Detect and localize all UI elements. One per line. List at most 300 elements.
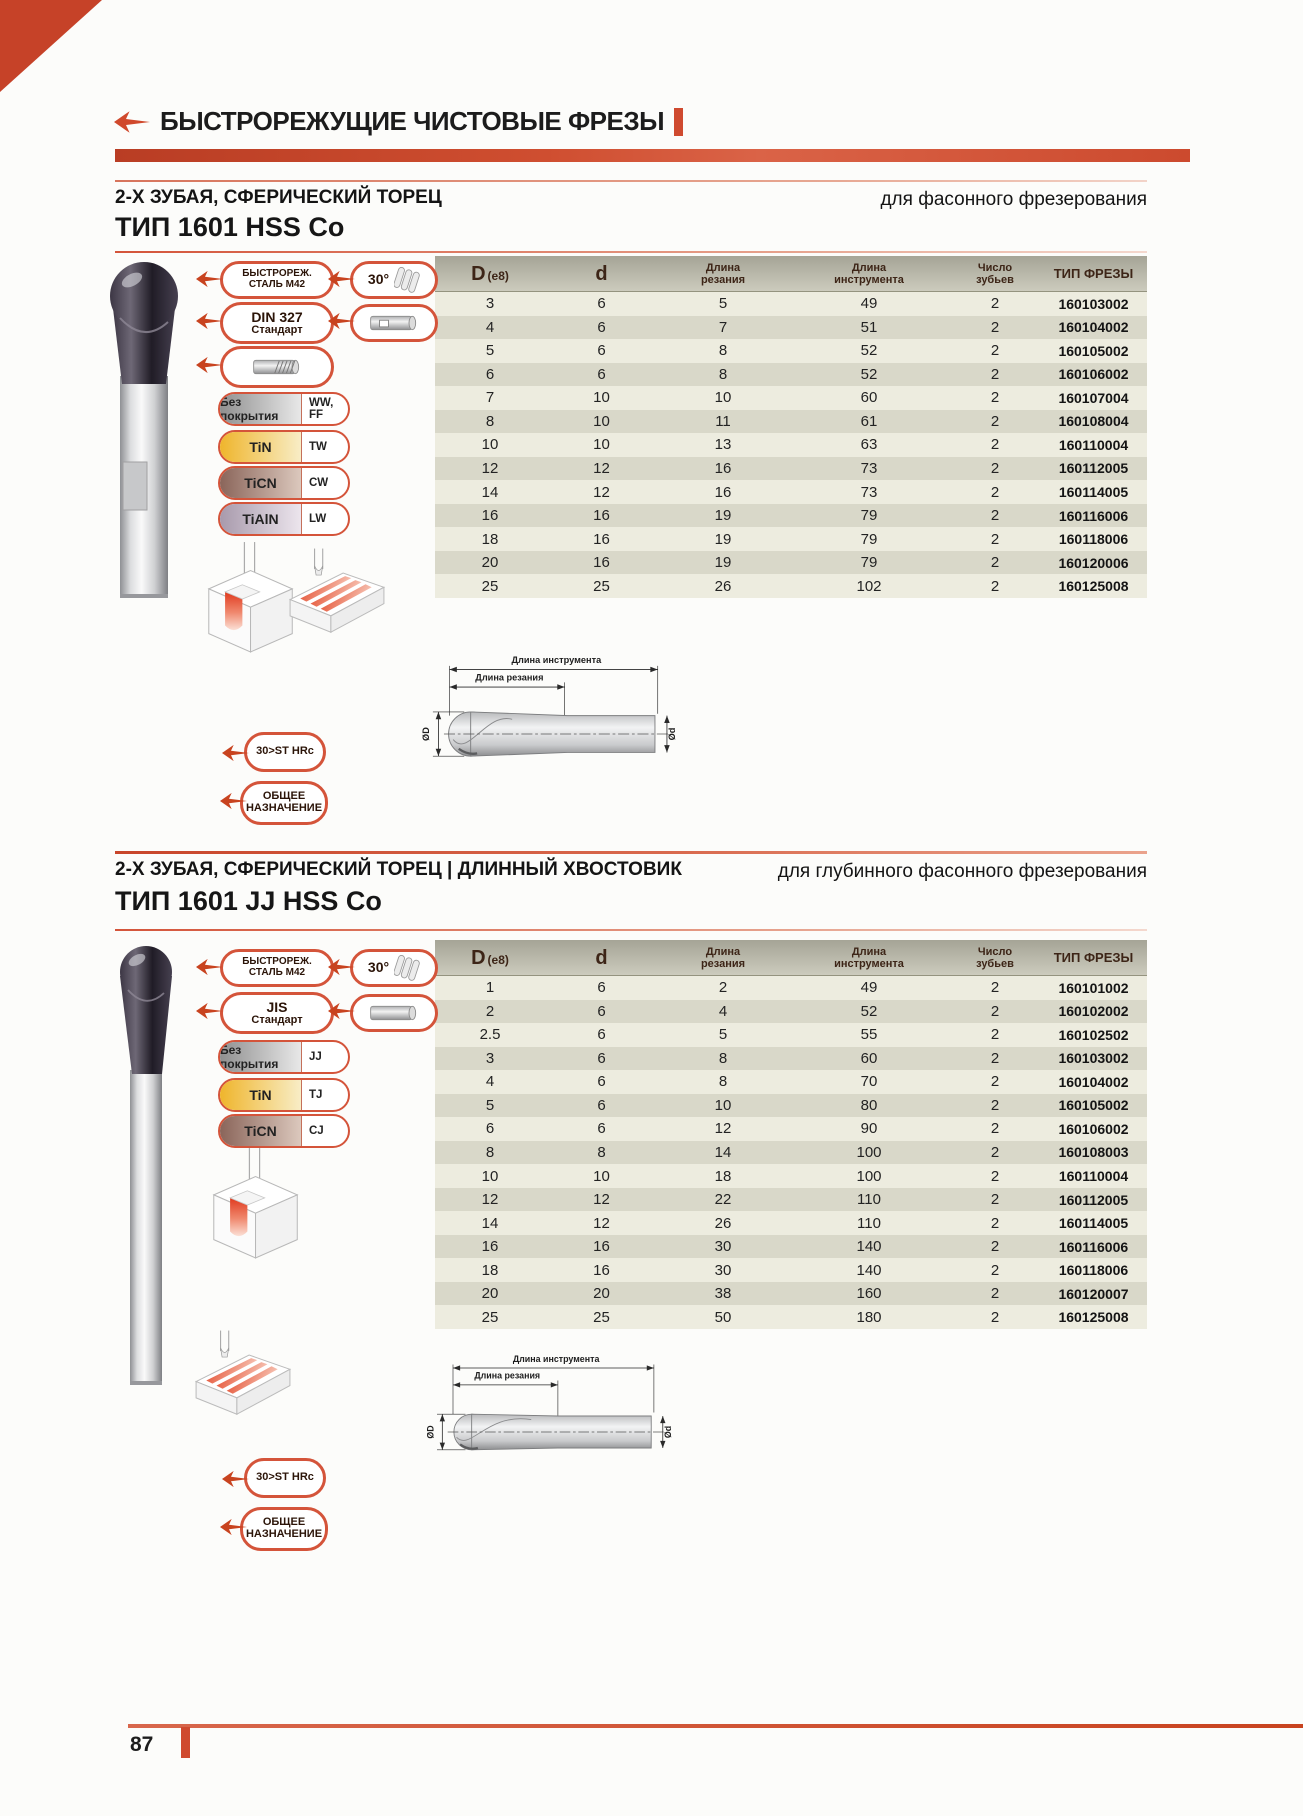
section2-type-title: ТИП 1601 JJ HSS Co bbox=[115, 886, 382, 916]
spec-cell: 19 bbox=[714, 554, 732, 572]
col-header-type: ТИП ФРЕЗЫ bbox=[1053, 949, 1134, 965]
spec-cell: 16 bbox=[481, 507, 499, 525]
svg-text:Длина инструмента: Длина инструмента bbox=[511, 655, 602, 666]
spec-cell: 20 bbox=[593, 1285, 610, 1303]
brand-arrow-icon bbox=[222, 744, 249, 762]
spec-cell: 180 bbox=[856, 1308, 882, 1326]
col-header-tool-label: Длина инструмента bbox=[834, 945, 904, 970]
table-row bbox=[435, 292, 1147, 316]
spec-cell: 2 bbox=[990, 507, 1000, 525]
coating-code: TW bbox=[309, 441, 327, 453]
col-header-teeth-label: Число зубьев bbox=[976, 945, 1014, 970]
section1-application: для фасонного фрезерования bbox=[880, 189, 1147, 210]
spec-cell: 12 bbox=[481, 459, 499, 477]
purpose-line1: ОБЩЕЕ bbox=[262, 1516, 306, 1529]
spec-cell: 4 bbox=[718, 1002, 728, 1020]
tool-type-code: 160125008 bbox=[1058, 1309, 1129, 1326]
col-header-cut-label: Длина резания bbox=[700, 261, 746, 286]
spec-cell: 16 bbox=[593, 530, 610, 548]
spec-cell: 60 bbox=[860, 389, 878, 407]
spec-cell: 6 bbox=[597, 1002, 606, 1020]
spec-cell: 26 bbox=[714, 577, 732, 595]
header-tick bbox=[674, 108, 683, 136]
spec-cell: 4 bbox=[485, 1073, 495, 1091]
spec-cell: 18 bbox=[714, 1167, 732, 1185]
spec-cell: 8 bbox=[718, 342, 728, 360]
spec-cell: 14 bbox=[714, 1143, 732, 1161]
spec-cell: 80 bbox=[860, 1096, 878, 1114]
spec-cell: 14 bbox=[481, 1214, 499, 1232]
spec-cell: 10 bbox=[714, 389, 732, 407]
spec-cell: 4 bbox=[485, 318, 495, 336]
spec-cell: 10 bbox=[481, 1167, 499, 1185]
svg-text:Ød: Ød bbox=[662, 1425, 673, 1439]
tool-type-code: 160106002 bbox=[1058, 366, 1129, 383]
spec-cell: 25 bbox=[593, 577, 610, 595]
table-row bbox=[435, 1000, 1147, 1024]
spec-cell: 2 bbox=[990, 1308, 1000, 1326]
threaded-shank-badge bbox=[220, 346, 334, 388]
spec-cell: 79 bbox=[860, 554, 878, 572]
spec-cell: 8 bbox=[485, 412, 495, 430]
section1-type-title: ТИП 1601 HSS Co bbox=[115, 212, 345, 242]
spec-cell: 79 bbox=[860, 507, 878, 525]
table-row bbox=[435, 316, 1147, 340]
col-header-shank-label: d bbox=[595, 946, 608, 969]
section2-application: для глубинного фасонного фрезерования bbox=[777, 861, 1147, 882]
table-row bbox=[435, 480, 1147, 504]
spec-cell: 16 bbox=[593, 1261, 610, 1279]
spec-cell: 10 bbox=[593, 1167, 610, 1185]
spec-cell: 12 bbox=[714, 1120, 732, 1138]
helix-angle-badge bbox=[350, 261, 438, 299]
spec-cell: 2 bbox=[990, 1096, 1000, 1114]
spec-cell: 2 bbox=[990, 1191, 1000, 1209]
spec-cell: 5 bbox=[485, 342, 495, 360]
spec-cell: 2 bbox=[718, 979, 728, 997]
col-header-tool-label: Длина инструмента bbox=[834, 261, 904, 286]
spec-cell: 12 bbox=[593, 1214, 610, 1232]
tool-type-code: 160101002 bbox=[1058, 979, 1129, 996]
spec-cell: 100 bbox=[856, 1143, 882, 1161]
tool-type-code: 160104002 bbox=[1058, 319, 1129, 336]
page-number: 87 bbox=[130, 1733, 154, 1756]
brand-arrow-icon bbox=[196, 356, 223, 374]
slot-milling-illustration bbox=[192, 1330, 294, 1428]
col-header-tool-length bbox=[788, 256, 950, 291]
spec-cell: 2 bbox=[990, 1167, 1000, 1185]
col-header-tool-length bbox=[788, 940, 950, 975]
spec-cell: 2 bbox=[990, 1073, 1000, 1091]
spec-cell: 2 bbox=[990, 295, 1000, 313]
table-row bbox=[435, 1235, 1147, 1259]
table-row bbox=[435, 1141, 1147, 1165]
brand-arrow-icon bbox=[196, 1002, 223, 1020]
coating-code: LW bbox=[309, 513, 327, 525]
brand-arrow-icon bbox=[196, 270, 223, 288]
spec-cell: 8 bbox=[718, 365, 728, 383]
flute-icon bbox=[394, 267, 420, 293]
spec-cell: 2 bbox=[990, 1026, 1000, 1044]
spec-cell: 25 bbox=[593, 1308, 610, 1326]
spec-cell: 10 bbox=[593, 412, 610, 430]
plain-shank-icon bbox=[365, 1003, 423, 1023]
table-row bbox=[435, 339, 1147, 363]
spec-cell: 110 bbox=[857, 1191, 881, 1209]
helix-angle-label: 30° bbox=[367, 271, 390, 288]
tool-type-code: 160118006 bbox=[1058, 1262, 1129, 1279]
spec-cell: 70 bbox=[860, 1073, 878, 1091]
brand-arrow-icon bbox=[220, 792, 247, 810]
dimension-drawing bbox=[420, 652, 678, 770]
spec-cell: 16 bbox=[481, 1238, 499, 1256]
spec-cell: 38 bbox=[714, 1285, 732, 1303]
tool-photo-ballnose bbox=[102, 256, 186, 604]
spec-table-1601-jj-hss-co bbox=[435, 940, 1147, 1329]
tool-type-code: 160116006 bbox=[1058, 507, 1129, 524]
spec-cell: 7 bbox=[485, 389, 495, 407]
coating-pill-tialn bbox=[218, 502, 350, 536]
spec-cell: 2 bbox=[990, 1143, 1000, 1161]
header-rule-thin bbox=[115, 180, 1147, 182]
spec-cell: 2 bbox=[990, 412, 1000, 430]
spec-cell: 2 bbox=[990, 530, 1000, 548]
col-header-cut-length bbox=[658, 256, 788, 291]
standard-line1: DIN 327 bbox=[251, 308, 303, 325]
tool-type-code: 160108004 bbox=[1058, 413, 1129, 430]
spec-cell: 2 bbox=[990, 365, 1000, 383]
spec-cell: 10 bbox=[714, 1096, 732, 1114]
tool-type-code: 160103002 bbox=[1058, 1050, 1129, 1067]
table-header-row bbox=[435, 940, 1147, 976]
footer-tick bbox=[181, 1727, 190, 1758]
tool-type-code: 160102502 bbox=[1058, 1026, 1129, 1043]
spec-cell: 11 bbox=[715, 412, 731, 430]
standard-badge-din327 bbox=[220, 302, 334, 344]
table-row bbox=[435, 1282, 1147, 1306]
svg-text:Длина резания: Длина резания bbox=[475, 672, 544, 683]
spec-cell: 160 bbox=[856, 1285, 882, 1303]
spec-cell: 6 bbox=[597, 365, 606, 383]
spec-cell: 2 bbox=[990, 459, 1000, 477]
tool-type-code: 160104002 bbox=[1058, 1073, 1129, 1090]
section1-subtitle: 2-Х ЗУБАЯ, СФЕРИЧЕСКИЙ ТОРЕЦ bbox=[115, 187, 442, 208]
table-row bbox=[435, 1211, 1147, 1235]
coating-code: JJ bbox=[309, 1051, 322, 1063]
standard-line1: JIS bbox=[266, 998, 288, 1015]
spec-cell: 1 bbox=[485, 979, 495, 997]
tool-type-code: 160114005 bbox=[1058, 484, 1129, 501]
spec-cell: 2 bbox=[990, 1285, 1000, 1303]
tool-type-code: 160114005 bbox=[1058, 1215, 1129, 1232]
spec-cell: 20 bbox=[481, 554, 499, 572]
spec-cell: 52 bbox=[860, 365, 878, 383]
spec-cell: 2 bbox=[990, 1002, 1000, 1020]
table-row bbox=[435, 976, 1147, 1000]
col-header-tolerance: (e8) bbox=[487, 268, 509, 283]
spec-cell: 3 bbox=[485, 295, 495, 313]
table-row bbox=[435, 1094, 1147, 1118]
spec-cell: 2 bbox=[990, 979, 1000, 997]
coating-pill-tin bbox=[218, 1078, 350, 1112]
tool-type-code: 160125008 bbox=[1058, 578, 1129, 595]
spec-cell: 6 bbox=[597, 1120, 606, 1138]
slot-milling-illustration bbox=[286, 548, 388, 646]
tool-type-code: 160112005 bbox=[1058, 1191, 1129, 1208]
tool-type-code: 160116006 bbox=[1058, 1238, 1129, 1255]
table-row bbox=[435, 386, 1147, 410]
spec-cell: 79 bbox=[860, 530, 878, 548]
coating-pill-ticn bbox=[218, 1114, 350, 1148]
steel-grade-line2: СТАЛЬ М42 bbox=[248, 279, 306, 290]
col-header-type: ТИП ФРЕЗЫ bbox=[1053, 265, 1134, 281]
coating-name: TiCN bbox=[220, 1116, 302, 1146]
spec-cell: 73 bbox=[860, 483, 878, 501]
spec-cell: 6 bbox=[597, 979, 606, 997]
steel-grade-line1: БЫСТРОРЕЖ. bbox=[242, 268, 312, 280]
spec-cell: 16 bbox=[714, 483, 732, 501]
dimension-drawing bbox=[420, 1352, 678, 1464]
spec-cell: 2 bbox=[990, 342, 1000, 360]
spec-cell: 6 bbox=[485, 1120, 495, 1138]
spec-cell: 102 bbox=[856, 577, 882, 595]
hardness-label: 30>ST HRc bbox=[256, 745, 314, 758]
tool-type-code: 160102002 bbox=[1058, 1003, 1129, 1020]
svg-text:Длина резания: Длина резания bbox=[474, 1370, 541, 1381]
spec-cell: 8 bbox=[718, 1073, 728, 1091]
spec-cell: 2 bbox=[990, 1120, 1000, 1138]
section2-subtitle: 2-Х ЗУБАЯ, СФЕРИЧЕСКИЙ ТОРЕЦ | ДЛИННЫЙ ХВОСТОВИК bbox=[115, 859, 682, 880]
spec-cell: 2 bbox=[990, 483, 1000, 501]
spec-cell: 8 bbox=[718, 1049, 728, 1067]
spec-cell: 49 bbox=[860, 295, 878, 313]
spec-cell: 8 bbox=[597, 1143, 606, 1161]
spec-cell: 63 bbox=[860, 436, 878, 454]
spec-cell: 30 bbox=[714, 1261, 732, 1279]
table-row bbox=[435, 1188, 1147, 1212]
brand-arrow-icon bbox=[328, 312, 355, 330]
spec-cell: 5 bbox=[718, 1026, 728, 1044]
col-header-teeth bbox=[950, 940, 1040, 975]
spec-cell: 26 bbox=[714, 1214, 732, 1232]
standard-badge-jis bbox=[220, 992, 334, 1034]
svg-text:ØD: ØD bbox=[421, 727, 432, 741]
tool-type-code: 160120007 bbox=[1058, 1285, 1129, 1302]
spec-cell: 6 bbox=[597, 1026, 606, 1044]
section-divider bbox=[115, 851, 1147, 854]
purpose-line1: ОБЩЕЕ bbox=[262, 790, 306, 803]
col-header-diameter bbox=[435, 256, 545, 291]
coating-code: WW, FF bbox=[309, 397, 334, 421]
table-body bbox=[435, 976, 1147, 1329]
footer-rule bbox=[128, 1724, 1303, 1728]
table-row bbox=[435, 363, 1147, 387]
tool-type-code: 160103002 bbox=[1058, 295, 1129, 312]
spec-cell: 6 bbox=[597, 318, 606, 336]
spec-cell: 6 bbox=[485, 365, 495, 383]
tool-photo-long-ballnose bbox=[108, 940, 184, 1392]
spec-cell: 2 bbox=[990, 577, 1000, 595]
spec-cell: 100 bbox=[856, 1167, 882, 1185]
spec-cell: 16 bbox=[593, 507, 610, 525]
col-header-cut-label: Длина резания bbox=[700, 945, 746, 970]
spec-cell: 90 bbox=[860, 1120, 878, 1138]
spec-cell: 12 bbox=[593, 483, 610, 501]
brand-arrow-icon bbox=[328, 958, 355, 976]
steel-grade-badge bbox=[220, 949, 334, 987]
purpose-badge bbox=[240, 781, 328, 825]
spec-cell: 20 bbox=[481, 1285, 499, 1303]
pocket-milling-illustration bbox=[205, 1146, 303, 1260]
spec-cell: 50 bbox=[714, 1308, 732, 1326]
section1-underline bbox=[115, 251, 1147, 253]
col-header-tolerance: (e8) bbox=[487, 952, 509, 967]
spec-cell: 2 bbox=[990, 1049, 1000, 1067]
hardness-badge bbox=[244, 732, 326, 772]
spec-cell: 52 bbox=[860, 342, 878, 360]
spec-cell: 6 bbox=[597, 1073, 606, 1091]
spec-cell: 73 bbox=[860, 459, 878, 477]
helix-angle-badge bbox=[350, 949, 438, 987]
spec-cell: 2 bbox=[990, 1261, 1000, 1279]
spec-cell: 61 bbox=[860, 412, 878, 430]
spec-cell: 12 bbox=[481, 1191, 499, 1209]
table-row bbox=[435, 433, 1147, 457]
svg-text:Длина инструмента: Длина инструмента bbox=[512, 1353, 600, 1364]
svg-text:Ød: Ød bbox=[667, 727, 678, 741]
spec-cell: 25 bbox=[481, 577, 499, 595]
spec-cell: 12 bbox=[593, 1191, 610, 1209]
weldon-shank-icon bbox=[365, 313, 423, 333]
table-row bbox=[435, 551, 1147, 575]
col-header-diameter bbox=[435, 940, 545, 975]
col-header-shank-label: d bbox=[595, 262, 608, 285]
table-row bbox=[435, 1023, 1147, 1047]
brand-arrow-icon bbox=[328, 1002, 355, 1020]
spec-table-1601-hss-co bbox=[435, 256, 1147, 598]
spec-cell: 2.5 bbox=[479, 1026, 501, 1044]
coating-name: TiAlN bbox=[220, 504, 302, 534]
table-row bbox=[435, 504, 1147, 528]
coating-pill-uncoated bbox=[218, 392, 350, 426]
col-header-teeth-label: Число зубьев bbox=[976, 261, 1014, 286]
spec-cell: 13 bbox=[714, 436, 732, 454]
spec-cell: 22 bbox=[714, 1191, 732, 1209]
threaded-shank-icon bbox=[248, 357, 306, 377]
table-row bbox=[435, 1117, 1147, 1141]
steel-grade-line2: СТАЛЬ М42 bbox=[248, 967, 306, 978]
plain-shank-badge bbox=[350, 994, 438, 1032]
pocket-milling-illustration bbox=[200, 540, 298, 654]
table-row bbox=[435, 574, 1147, 598]
spec-cell: 3 bbox=[485, 1049, 495, 1067]
spec-cell: 2 bbox=[990, 318, 1000, 336]
col-header-shank bbox=[545, 256, 658, 291]
spec-cell: 2 bbox=[990, 389, 1000, 407]
brand-arrow-icon bbox=[220, 1518, 247, 1536]
tool-type-code: 160106002 bbox=[1058, 1120, 1129, 1137]
spec-cell: 6 bbox=[597, 1049, 606, 1067]
spec-cell: 5 bbox=[718, 295, 728, 313]
col-header-teeth bbox=[950, 256, 1040, 291]
spec-cell: 7 bbox=[718, 318, 728, 336]
spec-cell: 16 bbox=[593, 554, 610, 572]
spec-cell: 52 bbox=[860, 1002, 878, 1020]
table-row bbox=[435, 1164, 1147, 1188]
coating-name: TiN bbox=[220, 432, 302, 462]
spec-cell: 16 bbox=[593, 1238, 610, 1256]
spec-cell: 2 bbox=[990, 436, 1000, 454]
col-header-shank bbox=[545, 940, 658, 975]
spec-cell: 6 bbox=[597, 295, 606, 313]
brand-arrow-icon bbox=[196, 958, 223, 976]
standard-line2: Стандарт bbox=[251, 323, 303, 336]
table-row bbox=[435, 1070, 1147, 1094]
hardness-badge bbox=[244, 1458, 326, 1498]
table-header-row bbox=[435, 256, 1147, 292]
brand-arrow-icon bbox=[196, 312, 223, 330]
coating-pill-ticn bbox=[218, 466, 350, 500]
coating-code: CJ bbox=[309, 1125, 324, 1137]
spec-cell: 19 bbox=[714, 507, 732, 525]
spec-cell: 10 bbox=[593, 436, 610, 454]
coating-name: TiCN bbox=[220, 468, 302, 498]
purpose-line2: НАЗНАЧЕНИЕ bbox=[245, 1528, 323, 1540]
spec-cell: 18 bbox=[481, 1261, 499, 1279]
spec-cell: 10 bbox=[481, 436, 499, 454]
spec-cell: 30 bbox=[714, 1238, 732, 1256]
purpose-line2: НАЗНАЧЕНИЕ bbox=[245, 802, 323, 814]
tool-type-code: 160108003 bbox=[1058, 1144, 1129, 1161]
spec-cell: 140 bbox=[856, 1238, 882, 1256]
table-row bbox=[435, 1258, 1147, 1282]
standard-line2: Стандарт bbox=[251, 1013, 303, 1026]
coating-code: CW bbox=[309, 477, 329, 489]
table-body bbox=[435, 292, 1147, 598]
spec-cell: 2 bbox=[990, 554, 1000, 572]
header-arrow-icon bbox=[114, 109, 150, 135]
tool-type-code: 160105002 bbox=[1058, 342, 1129, 359]
section2-underline bbox=[115, 929, 1147, 931]
spec-cell: 25 bbox=[481, 1308, 499, 1326]
corner-accent bbox=[0, 0, 102, 92]
spec-cell: 2 bbox=[990, 1214, 1000, 1232]
spec-cell: 2 bbox=[990, 1238, 1000, 1256]
spec-cell: 49 bbox=[860, 979, 878, 997]
coating-name: Без покрытия bbox=[220, 394, 302, 424]
coating-pill-uncoated bbox=[218, 1040, 350, 1074]
tool-type-code: 160105002 bbox=[1058, 1097, 1129, 1114]
steel-grade-line1: БЫСТРОРЕЖ. bbox=[242, 956, 312, 968]
spec-cell: 140 bbox=[856, 1261, 882, 1279]
tool-type-code: 160107004 bbox=[1058, 389, 1129, 406]
svg-text:ØD: ØD bbox=[425, 1425, 436, 1439]
coating-name: TiN bbox=[220, 1080, 302, 1110]
brand-arrow-icon bbox=[222, 1470, 249, 1488]
brand-arrow-icon bbox=[328, 270, 355, 288]
spec-cell: 2 bbox=[485, 1002, 495, 1020]
spec-cell: 19 bbox=[714, 530, 732, 548]
header-rule bbox=[115, 149, 1190, 162]
spec-cell: 16 bbox=[714, 459, 732, 477]
tool-type-code: 160120006 bbox=[1058, 554, 1129, 571]
spec-cell: 110 bbox=[857, 1214, 881, 1232]
table-row bbox=[435, 1047, 1147, 1071]
spec-cell: 6 bbox=[597, 1096, 606, 1114]
spec-cell: 8 bbox=[485, 1143, 495, 1161]
weldon-shank-badge bbox=[350, 304, 438, 342]
tool-type-code: 160110004 bbox=[1058, 436, 1129, 453]
